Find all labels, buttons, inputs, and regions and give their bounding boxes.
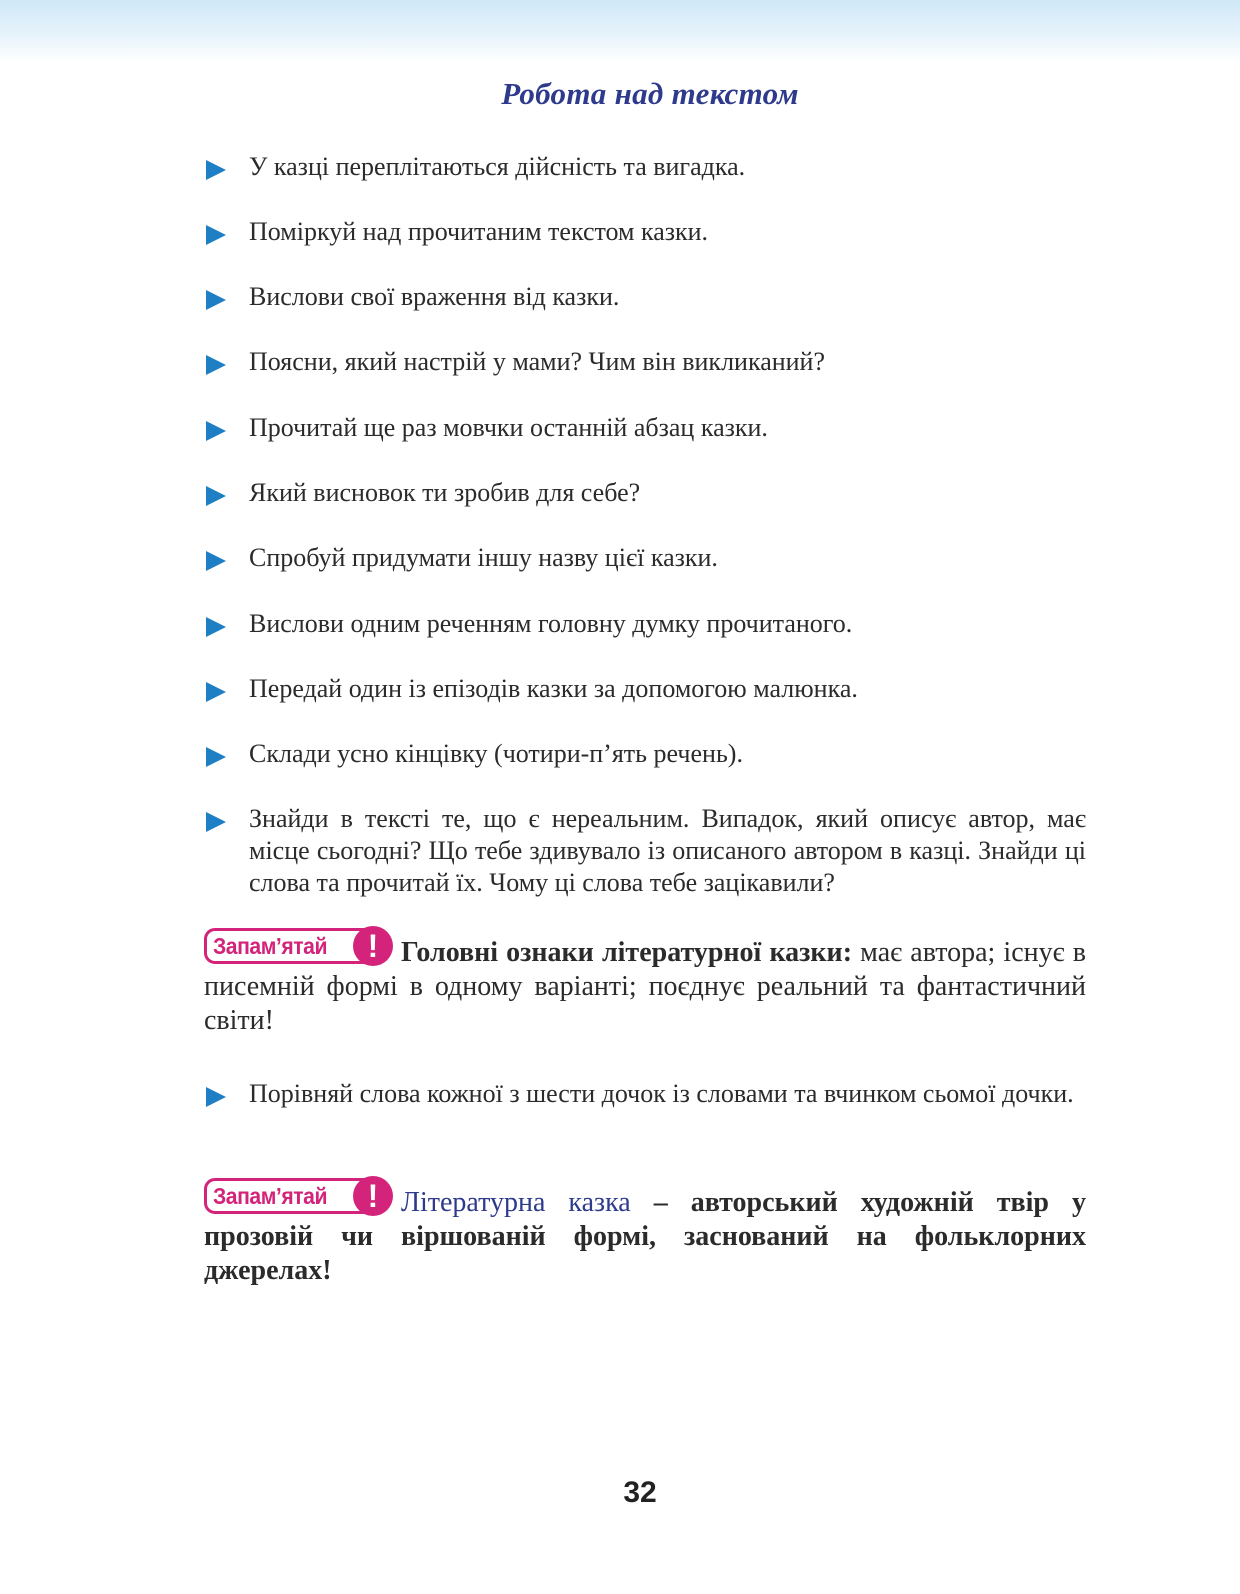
exclamation-icon: ! (353, 926, 393, 966)
definition-text: – авторський художній твір у прозовій чи віршованій формі, заснований на фольклорних джерелах! (204, 1187, 1086, 1286)
task-text: Прочитай ще раз мовчки останній абзац казки. (249, 413, 768, 442)
task-text: Порівняй слова кожної з шести дочок із словами та вчинком сьомої дочки. (249, 1079, 1074, 1108)
list-item (206, 803, 1086, 899)
list-item (206, 673, 1086, 705)
exclamation-icon: ! (353, 1176, 393, 1216)
task-text: Знайди в тексті те, що є нереальним. Випадок, який описує автор, має місце сьогодні? Що тебе здивувало із описаного автором в казці. Знайди ці слова та прочитай їх. Чому ці слова тебе зацікавили? (249, 804, 1086, 897)
remember-badge-label: Запам’ятай (213, 933, 327, 959)
triangle-bullet-icon (206, 486, 226, 506)
page-title: Робота над текстом (501, 76, 799, 111)
header-band (0, 0, 1240, 62)
list-item (206, 412, 1086, 444)
task-text: Вислови свої враження від казки. (249, 282, 620, 311)
list-item (206, 608, 1086, 640)
list-item (206, 346, 1086, 378)
remember-badge-label: Запам’ятай (213, 1183, 327, 1209)
triangle-bullet-icon (206, 225, 226, 245)
task-text: Поясни, який настрій у мами? Чим він викликаний? (249, 347, 826, 376)
triangle-bullet-icon (206, 682, 226, 702)
definition-term: Літературна казка (401, 1187, 631, 1218)
page-number: 32 (623, 1476, 657, 1509)
task-text: Спробуй придумати іншу назву цієї казки. (249, 543, 718, 572)
triangle-bullet-icon (206, 747, 226, 767)
remember-badge (204, 928, 389, 964)
remember-lead: Головні ознаки літературної казки: (401, 937, 853, 968)
triangle-bullet-icon (206, 551, 226, 571)
list-item (206, 281, 1086, 313)
list-item (206, 1078, 1086, 1110)
list-item (206, 151, 1086, 183)
list-item (206, 477, 1086, 509)
triangle-bullet-icon (206, 812, 226, 832)
list-item (206, 542, 1086, 574)
triangle-bullet-icon (206, 617, 226, 637)
triangle-bullet-icon (206, 1087, 226, 1107)
task-text: У казці переплітаються дійсність та вигадка. (249, 152, 746, 181)
triangle-bullet-icon (206, 290, 226, 310)
task-text: Передай один із епізодів казки за допомогою малюнка. (249, 674, 858, 703)
triangle-bullet-icon (206, 160, 226, 180)
remember-box-features (204, 928, 1086, 1038)
task-text: Вислови одним реченням головну думку прочитаного. (249, 609, 853, 638)
remember-box-definition (204, 1178, 1086, 1288)
task-text: Склади усно кінцівку (чотири-п’ять речень). (249, 739, 743, 768)
task-text: Який висновок ти зробив для себе? (249, 478, 641, 507)
list-item (206, 738, 1086, 770)
remember-badge (204, 1178, 389, 1214)
remember-text: має автора; існує в писемній формі в одному варіанті; поєднує реальний та фантастичний світи! (204, 937, 1086, 1036)
list-item (206, 216, 1086, 248)
task-text: Поміркуй над прочитаним текстом казки. (249, 217, 709, 246)
triangle-bullet-icon (206, 421, 226, 441)
triangle-bullet-icon (206, 355, 226, 375)
